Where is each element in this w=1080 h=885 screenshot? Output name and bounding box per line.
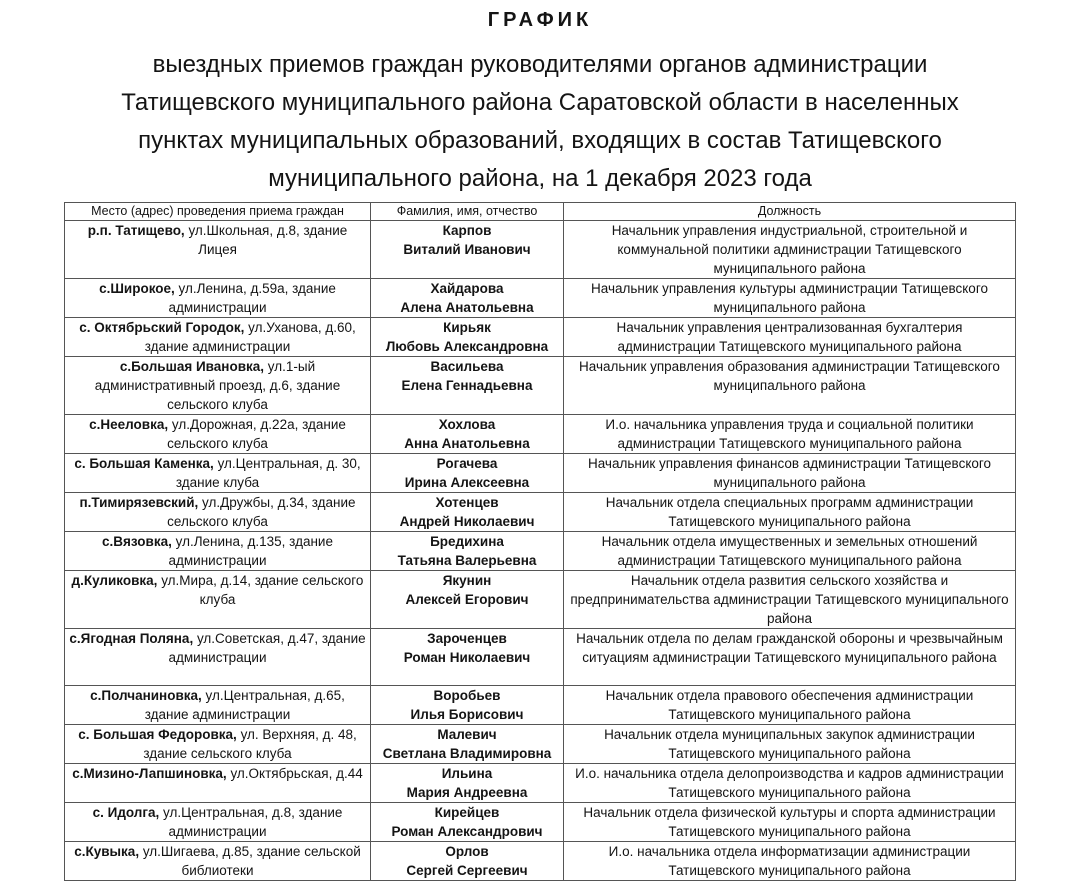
place-cell [65, 842, 371, 881]
table-row [65, 725, 1016, 764]
table-row [65, 532, 1016, 571]
place-name: с. Октябрьский Городок, [79, 320, 245, 335]
place-cell [65, 493, 371, 532]
person-cell [371, 629, 564, 686]
subtitle-line-1: выездных приемов граждан руководителями органов администрации [152, 51, 928, 78]
person-cell [371, 725, 564, 764]
place-name: с. Большая Каменка, [74, 456, 214, 471]
person-cell [371, 454, 564, 493]
position-cell: Начальник отдела развития сельского хозяйства и предпринимательства администрации Татищевского муниципального района [564, 571, 1016, 629]
subtitle-line-4: муниципального района, на 1 декабря 2023 года [268, 165, 812, 192]
place-cell [65, 725, 371, 764]
person-surname: Воробьев [433, 688, 501, 703]
place-cell [65, 532, 371, 571]
person-surname: Кирьяк [443, 320, 491, 335]
header-person: Фамилия, имя, отчество [371, 203, 564, 221]
person-surname: Малевич [437, 727, 497, 742]
position-cell: И.о. начальника отдела делопроизводства и кадров администрации Татищевского муниципального района [564, 764, 1016, 803]
place-address: ул. Верхняя, д. 48, здание сельского клуба [143, 727, 357, 761]
subtitle-line-2: Татищевского муниципального района Саратовской области в населенных [121, 89, 959, 116]
place-address: ул.Ленина, д.135, здание администрации [168, 534, 333, 568]
position-cell: Начальник отдела правового обеспечения администрации Татищевского муниципального района [564, 686, 1016, 725]
person-given-name: Алексей Егорович [405, 592, 529, 607]
schedule-table [64, 202, 1016, 881]
person-cell [371, 221, 564, 279]
place-name: с. Большая Федоровка, [78, 727, 237, 742]
place-cell [65, 279, 371, 318]
place-address: ул.Советская, д.47, здание администрации [168, 631, 366, 665]
person-surname: Хохлова [438, 417, 496, 432]
person-surname: Ильина [441, 766, 493, 781]
person-cell [371, 842, 564, 881]
place-name: р.п. Татищево, [87, 223, 185, 238]
person-surname: Рогачева [436, 456, 498, 471]
person-surname: Кирейцев [434, 805, 500, 820]
place-cell [65, 357, 371, 415]
person-cell [371, 318, 564, 357]
position-cell: Начальник отдела по делам гражданской обороны и чрезвычайным ситуациям администрации Татищевского муниципального района [564, 629, 1016, 686]
table-row [65, 357, 1016, 415]
person-given-name: Сергей Сергеевич [406, 863, 528, 878]
person-surname: Орлов [445, 844, 489, 859]
place-name: с.Нееловка, [89, 417, 169, 432]
table-row [65, 454, 1016, 493]
place-cell [65, 764, 371, 803]
place-address: ул.Дружбы, д.34, здание сельского клуба [167, 495, 356, 529]
person-cell [371, 279, 564, 318]
place-address: ул.Центральная, д.8, здание администрации [163, 805, 343, 839]
place-cell [65, 686, 371, 725]
place-name: с.Вязовка, [102, 534, 172, 549]
place-name: с.Мизино-Лапшиновка, [72, 766, 227, 781]
person-surname: Бредихина [430, 534, 504, 549]
person-cell [371, 803, 564, 842]
table-row [65, 842, 1016, 881]
position-cell: И.о. начальника управления труда и социальной политики администрации Татищевского муниципального района [564, 415, 1016, 454]
place-address: ул.Ленина, д.59а, здание администрации [168, 281, 336, 315]
person-surname: Хотенцев [435, 495, 499, 510]
place-cell [65, 415, 371, 454]
person-given-name: Роман Николаевич [403, 650, 531, 665]
place-name: с.Кувыка, [74, 844, 140, 859]
person-given-name: Мария Андреевна [406, 785, 528, 800]
position-cell: Начальник управления образования администрации Татищевского муниципального района [564, 357, 1016, 415]
position-cell: Начальник отдела имущественных и земельных отношений администрации Татищевского муниципального района [564, 532, 1016, 571]
person-cell [371, 493, 564, 532]
position-cell: Начальник управления индустриальной, строительной и коммунальной политики администрации Татищевского муниципального района [564, 221, 1016, 279]
place-address: ул.Центральная, д.65, здание администрации [144, 688, 345, 722]
position-cell: Начальник отдела муниципальных закупок администрации Татищевского муниципального района [564, 725, 1016, 764]
place-address: ул.Шигаева, д.85, здание сельской библиотеки [142, 844, 361, 878]
person-given-name: Светлана Владимировна [382, 746, 552, 761]
table-row [65, 279, 1016, 318]
place-name: с.Полчаниновка, [90, 688, 202, 703]
person-given-name: Андрей Николаевич [399, 514, 535, 529]
place-address: ул.Уханова, д.60, здание администрации [144, 320, 356, 354]
position-cell: Начальник управления централизованная бухгалтерия администрации Татищевского муниципального района [564, 318, 1016, 357]
person-cell [371, 532, 564, 571]
person-surname: Карпов [442, 223, 492, 238]
person-cell [371, 415, 564, 454]
place-cell [65, 571, 371, 629]
person-given-name: Ирина Алексеевна [404, 475, 530, 490]
person-surname: Хайдарова [430, 281, 504, 296]
person-given-name: Виталий Иванович [403, 242, 531, 257]
place-name: с.Широкое, [99, 281, 175, 296]
place-cell [65, 318, 371, 357]
table-row [65, 571, 1016, 629]
person-given-name: Роман Александрович [391, 824, 543, 839]
position-cell: Начальник управления финансов администрации Татищевского муниципального района [564, 454, 1016, 493]
person-cell [371, 686, 564, 725]
table-row [65, 803, 1016, 842]
place-cell [65, 221, 371, 279]
person-surname: Зароченцев [427, 631, 507, 646]
place-name: д.Куликовка, [71, 573, 158, 588]
document-title: ГРАФИК [487, 9, 593, 31]
person-given-name: Татьяна Валерьевна [397, 553, 537, 568]
header-place: Место (адрес) проведения приема граждан [65, 203, 371, 221]
person-cell [371, 357, 564, 415]
subtitle-line-3: пунктах муниципальных образований, входящих в состав Татищевского [138, 127, 942, 154]
table-row [65, 415, 1016, 454]
position-cell: Начальник отдела физической культуры и спорта администрации Татищевского муниципального района [564, 803, 1016, 842]
person-given-name: Любовь Александровна [385, 339, 549, 354]
position-cell: И.о. начальника отдела информатизации администрации Татищевского муниципального района [564, 842, 1016, 881]
person-cell [371, 764, 564, 803]
person-surname: Якунин [442, 573, 492, 588]
place-cell [65, 803, 371, 842]
place-cell [65, 454, 371, 493]
position-cell: Начальник управления культуры администрации Татищевского муниципального района [564, 279, 1016, 318]
place-address: ул.Октябрьская, д.44 [230, 766, 363, 781]
person-given-name: Алена Анатольевна [400, 300, 534, 315]
person-cell [371, 571, 564, 629]
place-address: ул.1-ый административный проезд, д.6, здание сельского клуба [94, 359, 341, 412]
place-address: ул.Мира, д.14, здание сельского клуба [161, 573, 364, 607]
table-row [65, 764, 1016, 803]
place-address: ул.Дорожная, д.22а, здание сельского клуба [167, 417, 346, 451]
table-row [65, 629, 1016, 686]
place-name: п.Тимирязевский, [79, 495, 199, 510]
place-name: с.Ягодная Поляна, [69, 631, 194, 646]
table-row [65, 493, 1016, 532]
place-name: с.Большая Ивановка, [119, 359, 265, 374]
table-row [65, 318, 1016, 357]
place-name: с. Идолга, [92, 805, 160, 820]
person-given-name: Анна Анатольевна [404, 436, 530, 451]
table-row [65, 221, 1016, 279]
person-given-name: Елена Геннадьевна [401, 378, 533, 393]
document-heading [0, 0, 1080, 198]
place-address: ул.Центральная, д. 30, здание клуба [175, 456, 361, 490]
table-row [65, 686, 1016, 725]
place-address: ул.Школьная, д.8, здание Лицея [188, 223, 348, 257]
person-given-name: Илья Борисович [410, 707, 524, 722]
header-position: Должность [564, 203, 1016, 221]
position-cell: Начальник отдела специальных программ администрации Татищевского муниципального района [564, 493, 1016, 532]
place-cell [65, 629, 371, 686]
person-surname: Васильева [430, 359, 504, 374]
table-header-row [65, 203, 1016, 221]
